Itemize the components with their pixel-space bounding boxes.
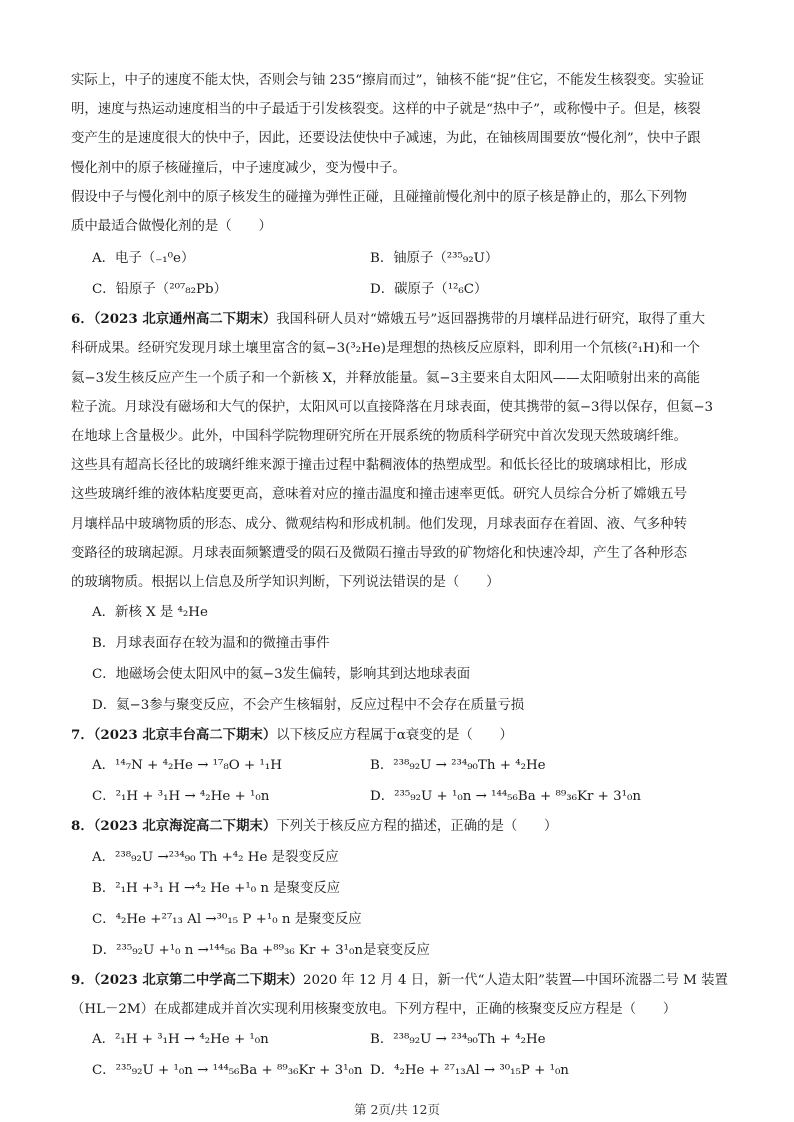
option-d: D．²³⁵₉₂U +¹₀ n →¹⁴⁴₅₆ Ba +⁸⁹₃₆ Kr + 3¹₀n是衰变反应 — [92, 942, 430, 958]
option-a: A．¹⁴₇N + ⁴₂He → ¹⁷₈O + ¹₁H — [92, 758, 282, 774]
passage-line: 慢化剂中的原子核碰撞后，中子速度减少，变为慢中子。 — [71, 160, 406, 176]
question-text: 2020 年 12 月 4 日，新一代“人造太阳”装置—中国环流器二号 M 装置 — [303, 972, 728, 988]
question-text: 月壤样品中玻璃物质的形态、成分、微观结构和形成机制。他们发现，月球表面存在着固、液、气多种转 — [71, 516, 687, 532]
option-b: B．铀原子（²³⁵₉₂U） — [370, 251, 499, 267]
question-6-first-line — [71, 305, 731, 334]
option-c: C．²₁H + ³₁H → ⁴₂He + ¹₀n — [92, 789, 270, 805]
question-9 — [71, 966, 731, 1086]
option-d: D．⁴₂He + ²⁷₁₃Al → ³⁰₁₅P + ¹₀n — [370, 1063, 569, 1079]
option-c: C．⁴₂He +²⁷₁₃ Al →³⁰₁₅ P +¹₀ n 是聚变反应 — [92, 911, 362, 927]
question-source: （2023 北京海淀高二下期末） — [93, 818, 277, 835]
question-text: 氦−3发生核反应产生一个质子和一个新核 X，并释放能量。氦−3主要来自太阳风——太阳喷射出来的高能 — [71, 370, 701, 386]
option-row — [71, 781, 731, 812]
option-a: A．²³⁸₉₂U →²³⁴₉₀ Th +⁴₂ He 是裂变反应 — [92, 849, 339, 865]
question-number: 6． — [71, 311, 94, 328]
passage-line: 明，速度与热运动速度相当的中子最适于引发核裂变。这样的中子就是“热中子”，或称慢中子。但是，核裂 — [71, 102, 701, 118]
question-text: 我国科研人员对“嫦娥五号”返回器携带的月壤样品进行研究，取得了重大 — [276, 312, 706, 328]
option-b: B．²³⁸₉₂U → ²³⁴₉₀Th + ⁴₂He — [370, 1032, 546, 1048]
question-text: 粒子流。月球没有磁场和大气的保护，太阳风可以直接降落在月球表面，使其携带的氦−3得以保存，但氦−3 — [71, 399, 714, 415]
question-text: 这些玻璃纤维的液体粘度要更高，意味着对应的撞击温度和撞击速率更低。研究人员综合分析了嫦娥五号 — [71, 487, 687, 503]
q5-options — [71, 243, 731, 305]
question-text: 科研成果。经研究发现月球土壤里富含的氦−3(³₂He)是理想的热核反应原料，即利用一个氘核(²₁H)和一个 — [71, 341, 701, 357]
option-d: D．碳原子（¹²₆C） — [370, 282, 488, 298]
question-text: 这些具有超高长径比的玻璃纤维来源于撞击过程中黏稠液体的热塑成型。和低长径比的玻璃球相比，形成 — [71, 458, 687, 474]
page-footer: 第 2页/共 12页 — [353, 1102, 441, 1117]
option-b: B．²³⁸₉₂U → ²³⁴₉₀Th + ⁴₂He — [370, 758, 546, 774]
passage-line: 实际上，中子的速度不能太快，否则会与铀 235“擦肩而过”，铀核不能“捉”住它，不能发生核裂变。实验证 — [71, 73, 704, 88]
option-a: A．新核 X 是 ⁴₂He — [92, 605, 208, 621]
passage-line: 假设中子与慢化剂中的原子核发生的碰撞为弹性正碰，且碰撞前慢化剂中的原子核是静止的，那么下列物 — [71, 189, 687, 205]
question-6 — [71, 305, 731, 721]
document-page — [71, 66, 731, 1086]
question-8 — [71, 812, 731, 965]
question-source: （2023 北京通州高二下期末） — [93, 311, 277, 328]
question-text: 的玻璃物质。根据以上信息及所学知识判断，下列说法错误的是（ ） — [71, 575, 500, 591]
question-text: 下列关于核反应方程的描述，正确的是（ ） — [276, 819, 558, 835]
passage-line: 质中最适合做慢化剂的是（ ） — [71, 219, 272, 235]
option-a: A．电子（₋₁⁰e） — [92, 251, 195, 267]
question-text: 以下核反应方程属于α衰变的是（ ） — [276, 728, 513, 744]
option-b: B．月球表面存在较为温和的微撞击事件 — [92, 636, 330, 652]
option-row — [71, 1024, 731, 1055]
question-text: （HL－2M）在成都建成并首次实现利用核聚变放电。下列方程中，正确的核聚变反应方程是（ ） — [71, 1001, 677, 1017]
question-8-stem — [71, 812, 731, 841]
question-7 — [71, 721, 731, 812]
option-c: C．地磁场会使太阳风中的氦−3发生偏转，影响其到达地球表面 — [92, 667, 471, 683]
option-a: A．²₁H + ³₁H → ⁴₂He + ¹₀n — [92, 1032, 269, 1048]
question-source: （2023 北京丰台高二下期末） — [93, 727, 277, 744]
option-b: B．²₁H +³₁ H →⁴₂ He +¹₀ n 是聚变反应 — [92, 880, 341, 896]
question-source: （2023 北京第二中学高二下期末） — [93, 971, 304, 988]
question-text: 变路径的玻璃起源。月球表面频繁遭受的陨石及微陨石撞击导致的矿物熔化和快速冷却，产生了各种形态 — [71, 545, 687, 561]
passage-line: 变产生的是速度很大的快中子，因此，还要设法使快中子减速，为此，在铀核周围要放“慢化剂”，快中子跟 — [71, 131, 701, 147]
option-row — [71, 274, 731, 305]
option-d: D．氦−3参与聚变反应，不会产生核辐射，反应过程中不会存在质量亏损 — [92, 698, 525, 714]
question-7-stem — [71, 721, 731, 750]
question-number: 8． — [71, 818, 94, 835]
option-c: C．铅原子（²⁰⁷₈₂Pb） — [92, 282, 228, 298]
option-row — [71, 750, 731, 781]
option-d: D．²³⁵₉₂U + ¹₀n → ¹⁴⁴₅₆Ba + ⁸⁹₃₆Kr + 3¹₀n — [370, 789, 641, 805]
option-c: C．²³⁵₉₂U + ¹₀n → ¹⁴⁴₅₆Ba + ⁸⁹₃₆Kr + 3¹₀n — [92, 1063, 363, 1079]
option-row — [71, 1055, 731, 1086]
option-row — [71, 243, 731, 274]
question-number: 9． — [71, 971, 94, 988]
question-number: 7． — [71, 727, 94, 744]
question-text: 在地球上含量极少。此外，中国科学院物理研究所在开展系统的物质科学研究中首次发现天然玻璃纤维。 — [71, 429, 687, 445]
q5-passage — [71, 66, 731, 241]
question-9-first-line — [71, 966, 731, 995]
